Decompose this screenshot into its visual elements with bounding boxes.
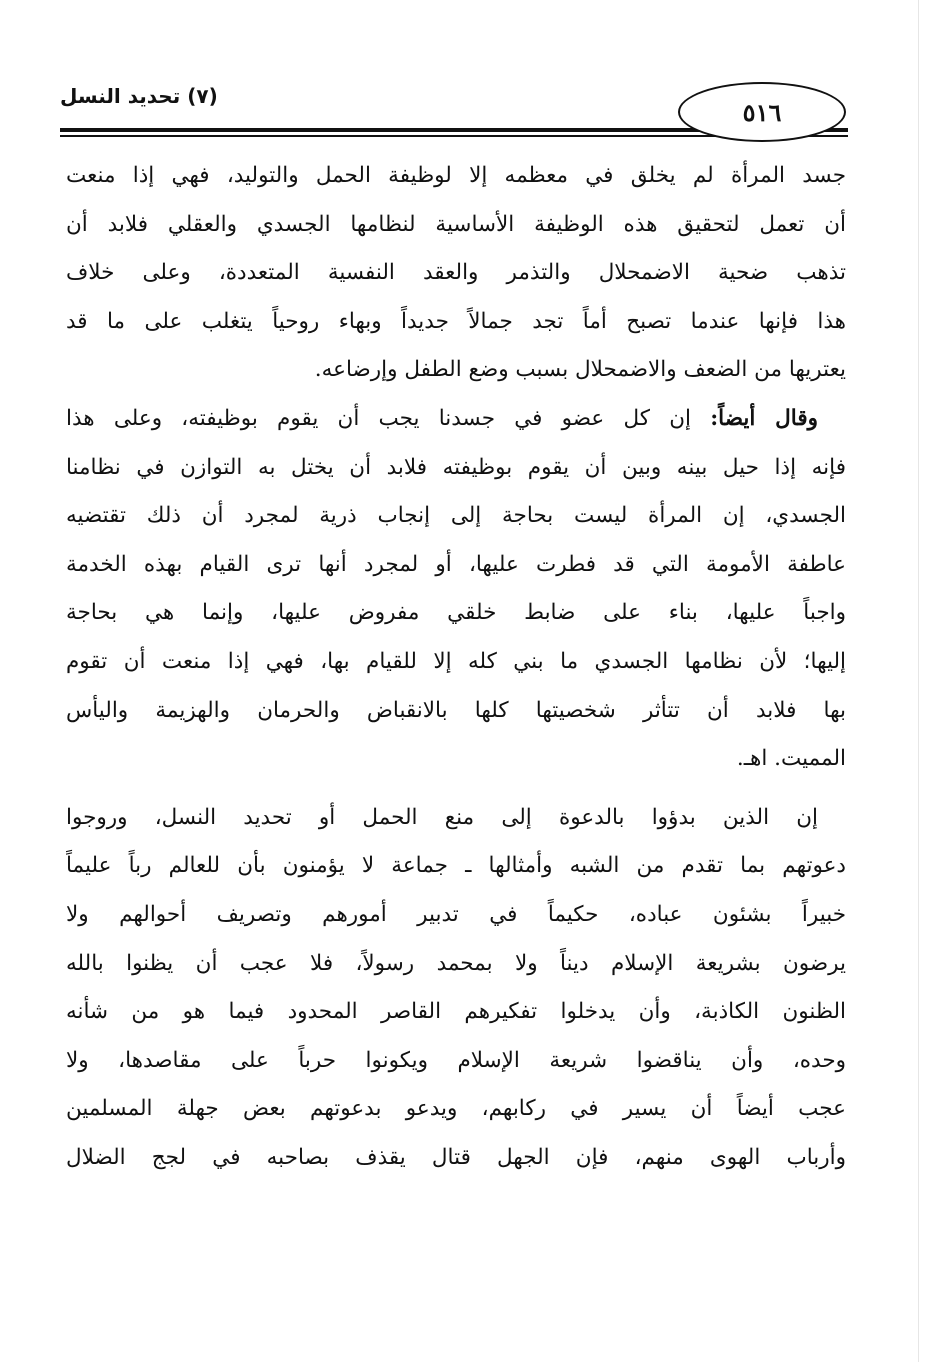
text-line: وأرباب الهوى منهم، فإن الجهل قتال يقذف بصاحبه في لجج الضلال: [66, 1144, 846, 1170]
text-line: بها فلابد أن تتأثر شخصيتها كلها بالانقباض والحرمان والهزيمة واليأس: [66, 697, 846, 723]
chapter-title: (٧) تحديد النسل: [60, 84, 218, 108]
text-line: الجسدي، إن المرأة ليست بحاجة إلى إنجاب ذرية لمجرد أن ذلك تقتضيه: [66, 503, 846, 529]
page-header: [60, 78, 850, 148]
text-line: أن تعمل لتحقيق هذه الوظيفة الأساسية لنظامها الجسدي والعقلي فلابد أن: [66, 211, 846, 237]
body-text: [66, 152, 846, 1182]
paragraph-1: [66, 152, 846, 395]
text-line: تذهب ضحية الاضمحلال والتذمر والعقد النفسية المتعددة، وعلى خلاف: [66, 260, 846, 286]
text-line: [66, 395, 846, 444]
text-line: خبيراً بشئون عباده، حكيماً في تدبير أمورهم وتصريف أحوالهم ولا: [66, 901, 846, 927]
text-line: عاطفة الأمومة التي قد فطرت عليها، أو لمجرد أنها ترى القيام بهذه الخدمة: [66, 551, 846, 577]
page-number: ٥١٦: [678, 82, 846, 142]
paragraph-2: [66, 395, 846, 784]
text-line: فإنه إذا حيل بينه وبين أن يقوم بوظيفته فلابد أن يختل به التوازن في نظامنا: [66, 454, 846, 480]
text-line: عجب أيضاً أن يسير في ركابهم، ويدعو بدعوتهم بعض جهلة المسلمين: [66, 1096, 846, 1122]
text-line: جسد المرأة لم يخلق في معظمه إلا لوظيفة الحمل والتوليد، فهي إذا منعت: [66, 163, 846, 188]
paragraph-gap: [66, 784, 846, 794]
text-line: وحده، وأن يناقضوا شريعة الإسلام ويكونوا حرباً على مقاصدها، ولا: [66, 1047, 846, 1073]
text-line: المميت. اهـ.: [736, 746, 846, 772]
text-line: الظنون الكاذبة، وأن يدخلوا تفكيرهم القاصر المحدود فيما هو من شأنه: [66, 999, 846, 1025]
quote-lead: وقال أيضاً:: [710, 405, 818, 431]
scan-edge-mark: [918, 0, 919, 1362]
text-line: إليها؛ لأن نظامها الجسدي ما بني كله إلا للقيام بها، فهي إذا منعت أن تقوم: [66, 648, 846, 674]
text-line: دعوتهم بما تقدم من الشبه وأمثالها ـ جماعة لا يؤمنون بأن للعالم رباً عليماً: [66, 853, 846, 879]
text-line: يرضون بشريعة الإسلام ديناً ولا بمحمد رسولاً، فلا عجب أن يظنوا بالله: [66, 950, 846, 976]
text-line: يعتريها من الضعف والاضمحلال بسبب وضع الطفل وإرضاعه.: [314, 357, 846, 383]
text-line: واجباً عليها، بناء على ضابط خلقي مفروض عليها، وإنما هي بحاجة: [66, 600, 846, 626]
text-line-rest: إن كل عضو في جسدنا يجب أن يقوم بوظيفته، وعلى هذا: [66, 405, 711, 431]
text-line: هذا فإنها عندما تصبح أماً تجد جمالاً جديداً وبهاء روحياً يتغلب على ما قد: [66, 308, 846, 334]
text-line: إن الذين بدؤوا بالدعوة إلى منع الحمل أو تحديد النسل، وروجوا: [66, 804, 818, 830]
paragraph-3: [66, 794, 846, 1183]
